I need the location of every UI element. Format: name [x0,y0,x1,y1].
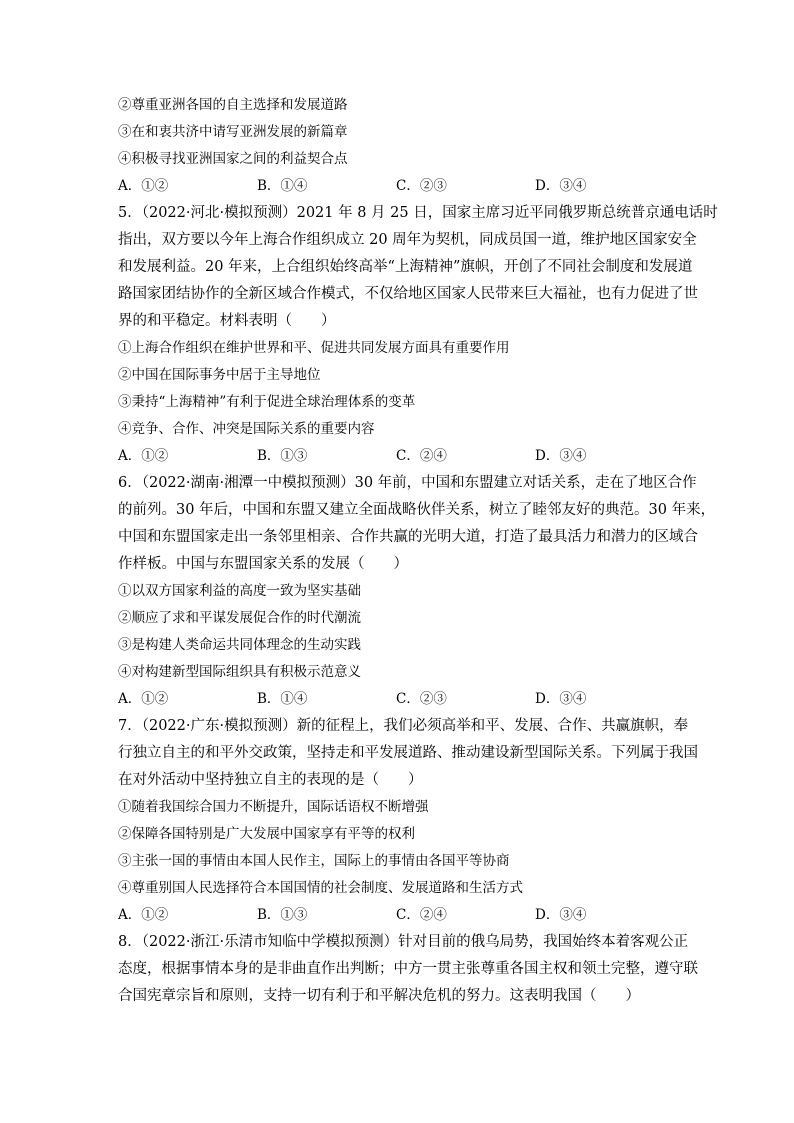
stem-line: 的前列。30 年后，中国和东盟又建立全面战略伙伴关系，树立了睦邻友好的典范。30 年来， [118,502,716,518]
option-line: ③秉持“上海精神”有利于促进全球治理体系的变革 [118,394,416,410]
choice-c: C．②③ [396,178,447,194]
option-line: ①上海合作组织在维护世界和平、促进共同发展方面具有重要作用 [118,340,510,356]
choice-c: C．②④ [396,448,447,464]
choice-d: D．③④ [535,448,587,464]
choice-b: B．①④ [257,691,308,707]
question-stem [118,929,698,1010]
option-line: ③主张一国的事情由本国人民作主，国际上的事情由各国平等协商 [118,853,510,869]
stem-line: 界的和平稳定。材料表明（ ） [118,313,336,329]
answer-choices [118,173,678,200]
option-line: ④对构建新型国际组织具有积极示范意义 [118,664,361,680]
choice-c: C．②③ [396,691,447,707]
choice-a: A．①② [118,448,169,464]
choice-d: D．③④ [535,907,587,923]
stem-line: 5．（2022·河北·模拟预测）2021 年 8 月 25 日，国家主席习近平同俄罗斯总统普京通电话时 [118,205,718,221]
option-line: ①以双方国家利益的高度一致为坚实基础 [118,583,361,599]
choice-b: B．①③ [257,907,308,923]
choice-a: A．①② [118,178,169,194]
choice-d: D．③④ [535,691,587,707]
question-8 [118,929,698,1010]
answer-choices [118,902,678,929]
stem-line: 合国宪章宗旨和原则，支持一切有利于和平解决危机的努力。这表明我国（ ） [118,988,640,1004]
option-line: ③在和衷共济中请写亚洲发展的新篇章 [118,124,348,140]
option-line: ②中国在国际事务中居于主导地位 [118,367,321,383]
option-line: ④积极寻找亚洲国家之间的利益契合点 [118,151,348,167]
option-line: ②顺应了求和平谋发展促合作的时代潮流 [118,610,361,626]
stem-line: 态度，根据事情本身的是非曲直作出判断；中方一贯主张尊重各国主权和领土完整，遵守联 [118,961,698,977]
option-line: ③是构建人类命运共同体理念的生动实践 [118,637,361,653]
question-6 [118,470,716,713]
choice-b: B．①③ [257,448,308,464]
stem-line: 8．（2022·浙江·乐清市知临中学模拟预测）针对目前的俄乌局势，我国始终本着客观公正 [118,934,689,950]
stem-line: 6．（2022·湖南·湘潭一中模拟预测）30 年前，中国和东盟建立对话关系，走在了地区合作 [118,475,697,491]
page-content [118,92,718,1010]
answer-choices [118,686,678,713]
choice-b: B．①④ [257,178,308,194]
answer-choices [118,443,678,470]
stem-line: 路国家团结协作的全新区域合作模式，不仅给地区国家人民带来巨大福祉，也有力促进了世 [118,286,698,302]
choice-d: D．③④ [535,178,587,194]
choice-a: A．①② [118,691,169,707]
option-line: ②尊重亚洲各国的自主选择和发展道路 [118,97,348,113]
question-stem [118,200,718,335]
question-7 [118,713,698,929]
question-stem [118,470,716,578]
question-stem [118,713,698,794]
stem-line: 中国和东盟国家走出一条邻里相亲、合作共赢的光明大道，打造了最具活力和潜力的区域合 [118,529,698,545]
choice-c: C．②④ [396,907,447,923]
stem-line: 作样板。中国与东盟国家关系的发展（ ） [118,556,408,572]
question-4-continuation [118,92,678,200]
choice-a: A．①② [118,907,169,923]
stem-line: 在对外活动中坚持独立自主的表现的是（ ） [118,772,423,788]
stem-line: 行独立自主的和平外交政策，坚持走和平发展道路、推动建设新型国际关系。下列属于我国 [118,745,698,761]
option-line: ④竞争、合作、冲突是国际关系的重要内容 [118,421,375,437]
option-line: ①随着我国综合国力不断提升，国际话语权不断增强 [118,799,429,815]
option-line: ④尊重别国人民选择符合本国国情的社会制度、发展道路和生活方式 [118,880,523,896]
stem-line: 7．（2022·广东·模拟预测）新的征程上，我们必须高举和平、发展、合作、共赢旗帜，奉 [118,718,689,734]
stem-line: 指出，双方要以今年上海合作组织成立 20 周年为契机，同成员国一道，维护地区国家安全 [118,232,697,248]
option-line: ②保障各国特别是广大发展中国家享有平等的权利 [118,826,415,842]
stem-line: 和发展利益。20 年来，上合组织始终高举“上海精神”旗帜，开创了不同社会制度和发展道 [118,259,693,275]
question-5 [118,200,718,470]
